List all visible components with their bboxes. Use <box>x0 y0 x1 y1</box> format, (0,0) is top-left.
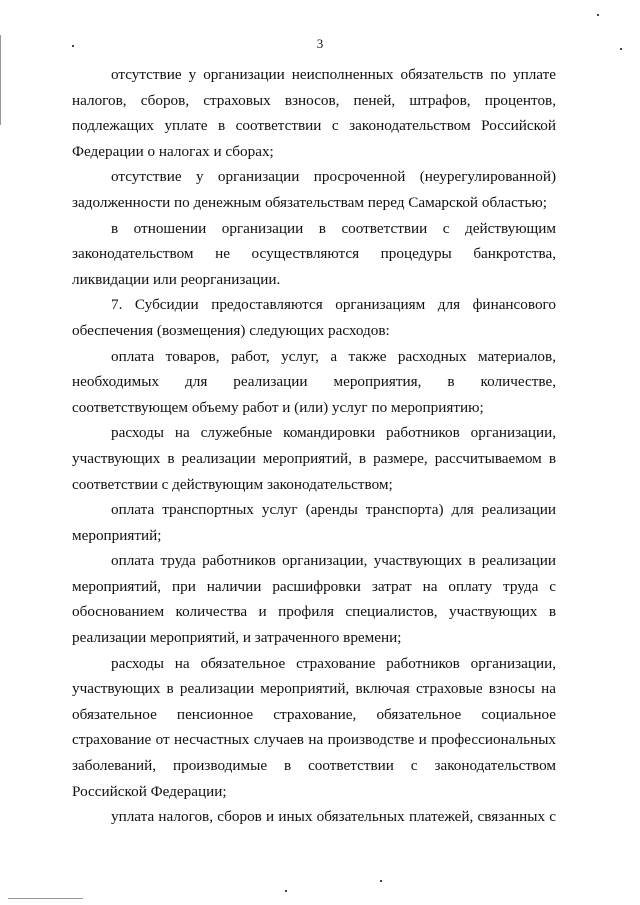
scan-mark-bottom-2 <box>285 890 287 892</box>
paragraph-10: уплата налогов, сборов и иных обязательных платежей, связанных с <box>111 808 556 826</box>
scan-mark-bottom <box>380 880 382 882</box>
scan-edge-bottom-line <box>8 898 83 899</box>
scan-mark-left <box>72 45 74 47</box>
page-number: 3 <box>316 36 324 51</box>
scan-mark-top-right <box>597 14 599 16</box>
scan-mark-top-right-2 <box>620 48 622 50</box>
paragraph-2: отсутствие у организации просроченной (неурегулированной) задолженности по денежным обязательствам перед Самарской областью; <box>72 168 556 211</box>
paragraph-5: оплата товаров, работ, услуг, а также расходных материалов, необходимых для реализации мероприятия, в количестве, соответствующем объему работ и (или) услуг по мероприятию; <box>72 347 556 416</box>
paragraph-8: оплата труда работников организации, участвующих в реализации мероприятий, при наличии расшифровки затрат на оплату труда с обоснованием количества и профиля специалистов, участвующих в реализации мероприятий, и затраченного времени; <box>72 552 556 647</box>
paragraph-3: в отношении организации в соответствии с действующим законодательством не осуществляются процедуры банкротства, ликвидации или реорганизации. <box>72 219 556 288</box>
scan-edge-line <box>0 35 1 125</box>
document-body <box>72 62 556 830</box>
paragraph-6: расходы на служебные командировки работников организации, участвующих в реализации мероприятий, в размере, рассчитываемом в соответствии с действующим законодательством; <box>72 424 556 493</box>
paragraph-7: оплата транспортных услуг (аренды транспорта) для реализации мероприятий; <box>72 501 556 544</box>
paragraph-9: расходы на обязательное страхование работников организации, участвующих в реализации мероприятий, включая страховые взносы на обязательное пенсионное страхование, обязательное социальное страхование от несчастных случаев на производстве и профессиональных заболеваний, производимые в соответствии с законодательством Российской Федерации; <box>72 654 556 800</box>
paragraph-1: отсутствие у организации неисполненных обязательств по уплате налогов, сборов, страховых взносов, пеней, штрафов, процентов, подлежащих уплате в соответствии с законодательством Российской Федерации о налогах и сборах; <box>72 66 556 160</box>
paragraph-4: 7. Субсидии предоставляются организациям для финансового обеспечения (возмещения) следующих расходов: <box>72 296 556 339</box>
